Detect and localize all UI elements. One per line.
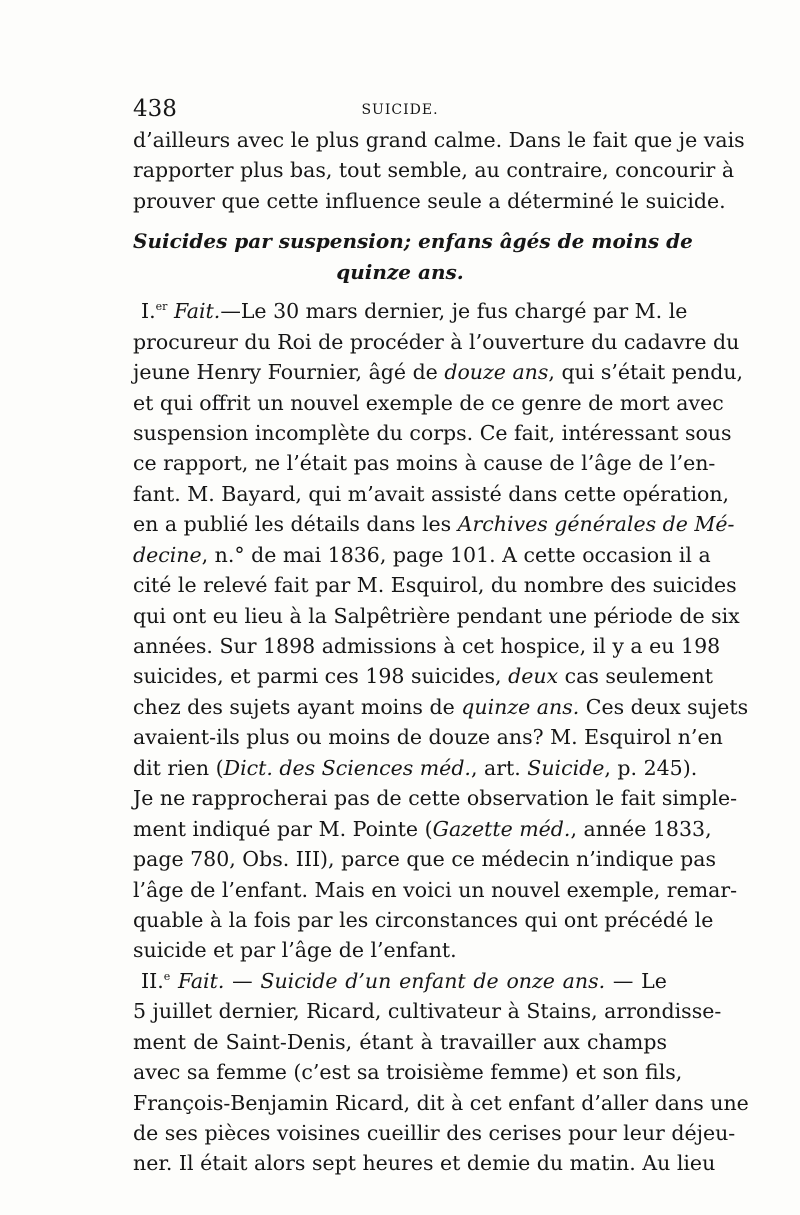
text-run: , p. 245). [604, 755, 698, 780]
text-line [133, 357, 744, 387]
text-line [133, 296, 688, 326]
section-heading: quinze ans. [336, 259, 464, 284]
text-line: et qui offrit un nouvel exemple de ce genre de mort avec [133, 390, 724, 415]
text-run: , n.° de mai 1836, page 101. A cette occasion il a [201, 542, 711, 567]
text-line: fant. M. Bayard, qui m’avait assisté dans cette opération, [133, 481, 730, 506]
italic-run: deux [508, 664, 559, 689]
text-run: ment indiqué par M. Pointe ( [133, 816, 433, 841]
fait-label: II. [141, 968, 164, 993]
text-line [133, 540, 711, 570]
body-text [133, 125, 749, 1179]
text-run: dit rien ( [133, 755, 224, 780]
text-line [133, 753, 698, 783]
text-line: ner. Il était alors sept heures et demie du matin. Au lieu [133, 1151, 716, 1176]
text-line: cité le relevé fait par M. Esquirol, du nombre des suicides [133, 573, 737, 598]
text-line: page 780, Obs. III), parce que ce médecin n’indique pas [133, 847, 717, 872]
text-line: ce rapport, ne l’était pas moins à cause de l’âge de l’en- [133, 451, 716, 476]
text-run: en a publié les détails dans les [133, 512, 458, 537]
text-run: —Le 30 mars dernier, je fus chargé par M. le [220, 299, 688, 324]
text-line: 5 juillet dernier, Ricard, cultivateur à Stains, arrondisse- [133, 999, 722, 1024]
text-line: Je ne rapprocherai pas de cette observation le fait simple- [133, 786, 738, 811]
text-run: , année 1833, [570, 816, 712, 841]
text-line: d’ailleurs avec le plus grand calme. Dans le fait que je vais [133, 128, 745, 152]
text-run: chez des sujets ayant moins de [133, 694, 462, 719]
text-line [133, 814, 712, 844]
text-line: années. Sur 1898 admissions à cet hospice, il y a eu 198 [133, 634, 721, 658]
text-line: quable à la fois par les circonstances qui ont précédé le [133, 907, 714, 932]
text-run: , qui s’était pendu, [548, 360, 744, 385]
text-line: qui ont eu lieu à la Salpêtrière pendant une période de six [133, 603, 740, 628]
text-line [133, 692, 749, 722]
text-run: — Le [612, 968, 667, 993]
text-run: suicides, et parmi ces 198 suicides, [133, 664, 509, 689]
text-line: suicide et par l’âge de l’enfant. [133, 938, 457, 963]
superscript: e [163, 969, 171, 983]
text-line: ment de Saint-Denis, étant à travailler aux champs [133, 1029, 667, 1054]
fait-label: I. [141, 299, 156, 324]
text-line: prouver que cette influence seule a déterminé le suicide. [133, 188, 726, 213]
superscript: er [155, 300, 168, 314]
text-line: procureur du Roi de procéder à l’ouverture du cadavre du [133, 329, 740, 354]
text-line: avec sa femme (c’est sa troisième femme) et son fils, [133, 1060, 683, 1085]
text-line [133, 509, 735, 539]
page-header [133, 96, 667, 126]
text-line [133, 966, 667, 996]
text-line [133, 661, 713, 691]
running-head: SUICIDE. [361, 102, 439, 118]
text-run: — [232, 968, 253, 993]
text-run: cas seulement [558, 664, 713, 689]
fait-word: Fait. [178, 968, 225, 993]
fait-word: Fait. [173, 299, 221, 324]
page-number: 438 [133, 96, 177, 122]
text-line: suspension incomplète du corps. Ce fait, intéressant sous [133, 420, 732, 445]
italic-run: Archives générales de Mé- [457, 512, 735, 537]
italic-run: Suicide [527, 755, 605, 780]
text-line: avaient-ils plus ou moins de douze ans? M. Esquirol n’en [133, 725, 723, 750]
italic-run: Suicide d’un enfant de onze ans. [260, 968, 606, 993]
text-line: l’âge de l’enfant. Mais en voici un nouvel exemple, remar- [133, 877, 738, 902]
text-line: rapporter plus bas, tout semble, au contraire, concourir à [133, 158, 735, 183]
italic-run: douze ans [444, 360, 549, 385]
text-run: , art. [470, 755, 528, 780]
text-run: jeune Henry Fournier, âgé de [133, 360, 445, 385]
italic-run: quinze ans. [461, 694, 580, 719]
italic-run: decine [133, 542, 202, 567]
text-line: de ses pièces voisines cueillir des cerises pour leur déjeu- [133, 1121, 736, 1145]
text-line: François-Benjamin Ricard, dit à cet enfant d’aller dans une [133, 1090, 749, 1115]
italic-run: Gazette méd. [432, 816, 571, 841]
section-heading: Suicides par suspension; enfans âgés de moins de [133, 229, 693, 254]
italic-run: Dict. des Sciences méd. [223, 755, 471, 780]
text-run: Ces deux sujets [579, 694, 749, 719]
